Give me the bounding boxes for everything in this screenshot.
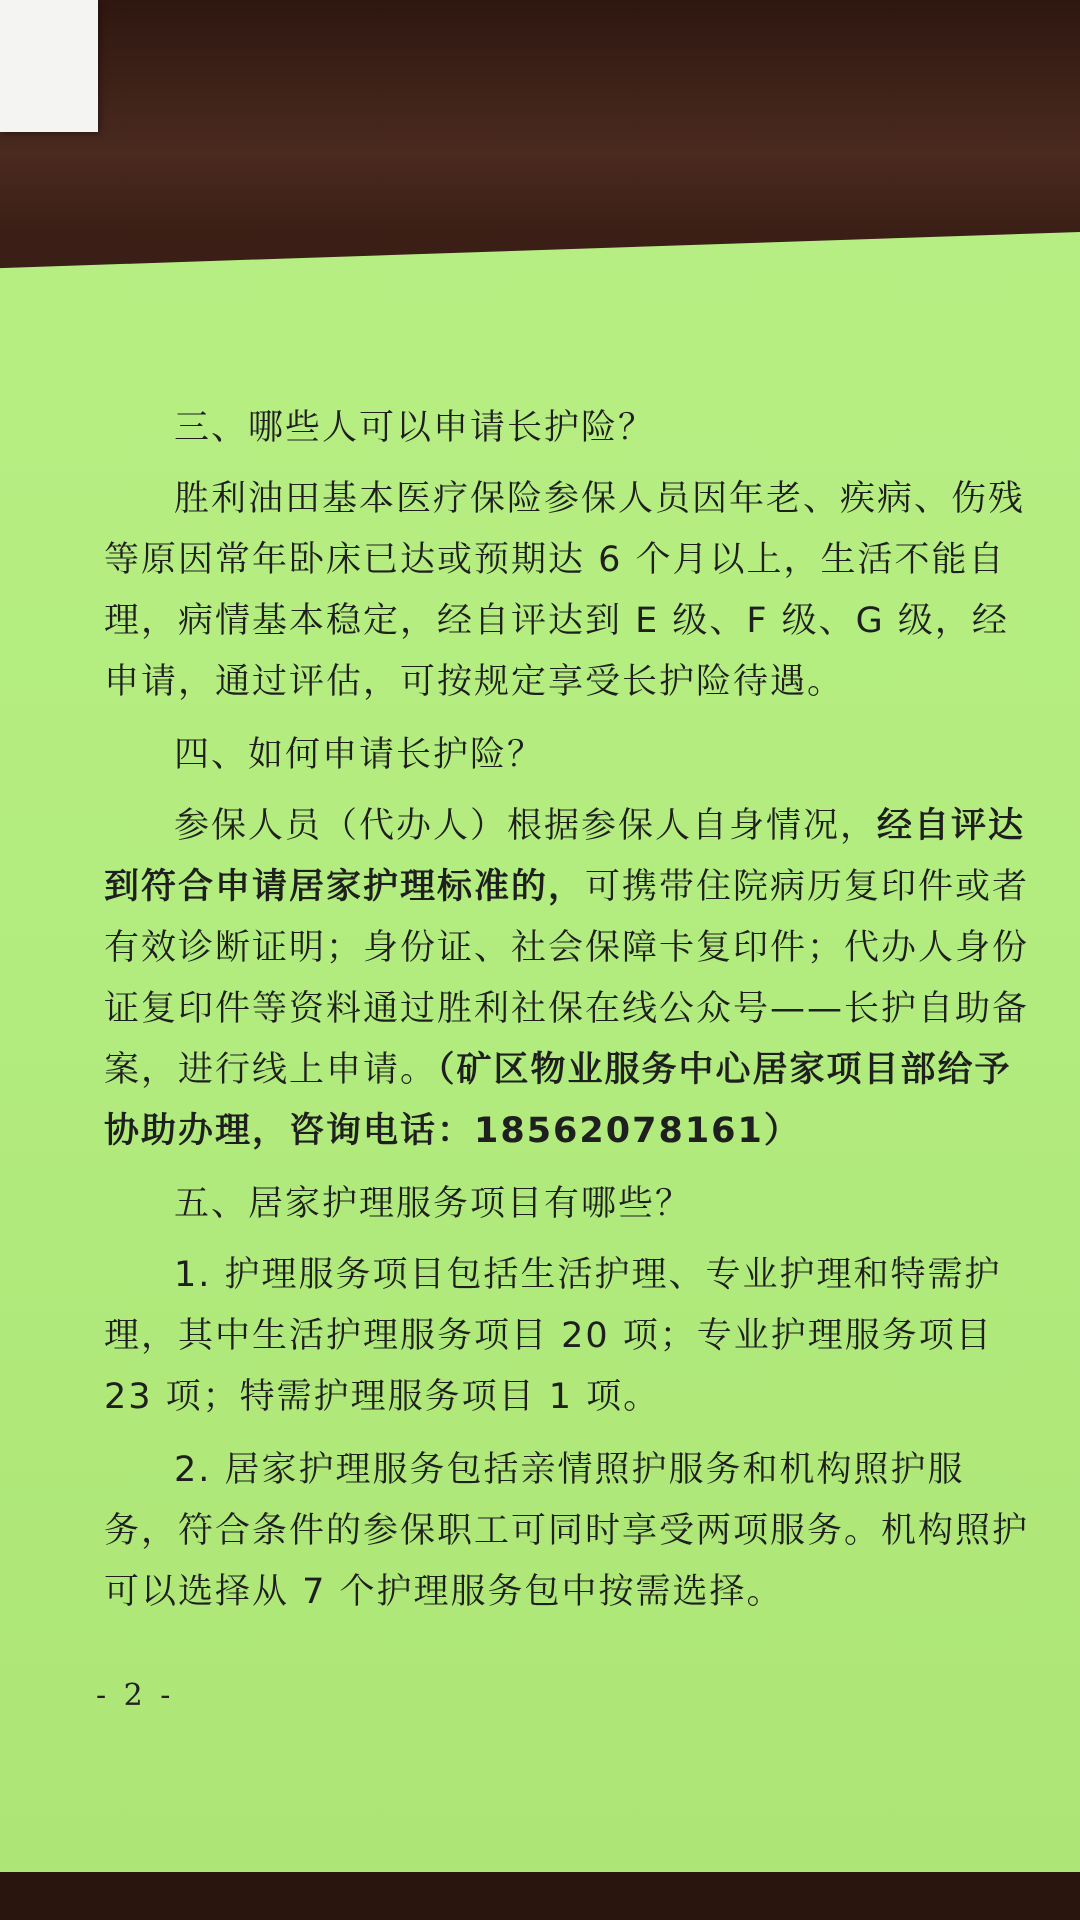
section-5-item-1: 1. 护理服务项目包括生活护理、专业护理和特需护理，其中生活护理服务项目 20 项；专业护理服务项目 23 项；特需护理服务项目 1 项。 — [104, 1255, 1002, 1417]
section-4-body-mid: 可携带住院病历复印件或者有效诊断证明；身份证、社会保障卡复印件；代办人身份证复印件等资料通过胜利社保在线公众号——长护自助备案，进行线上申请。 — [104, 867, 1030, 1090]
page-number: - 2 - — [96, 1678, 175, 1713]
section-4-body-start: 参保人员（代办人）根据参保人自身情况， — [174, 806, 878, 846]
section-5-item-2: 2. 居家护理服务包括亲情照护服务和机构照护服务，符合条件的参保职工可同时享受两项服务。机构照护可以选择从 7 个护理服务包中按需选择。 — [104, 1450, 1030, 1612]
section-4-body-bold-1: 经自评达到符合申请居家护理标准的， — [104, 806, 1026, 907]
section-5-heading: 五、居家护理服务项目有哪些？ — [174, 1184, 693, 1224]
bottom-edge — [0, 1872, 1080, 1920]
document-text — [104, 398, 1034, 1623]
white-paper-corner — [0, 0, 98, 132]
section-4-body — [104, 796, 1034, 1162]
section-3-heading: 三、哪些人可以申请长护险？ — [174, 408, 656, 448]
section-3-body: 胜利油田基本医疗保险参保人员因年老、疾病、伤残等原因常年卧床已达或预期达 6 个月以上，生活不能自理，病情基本稳定，经自评达到 E 级、F 级、G 级，经申请，通过评估，可按规定享受长护险待遇。 — [104, 479, 1026, 702]
section-4-heading: 四、如何申请长护险？ — [174, 735, 545, 775]
section-4-body-bold-2: （矿区物业服务中心居家项目部给予协助办理，咨询电话：18562078161） — [104, 1050, 1012, 1151]
